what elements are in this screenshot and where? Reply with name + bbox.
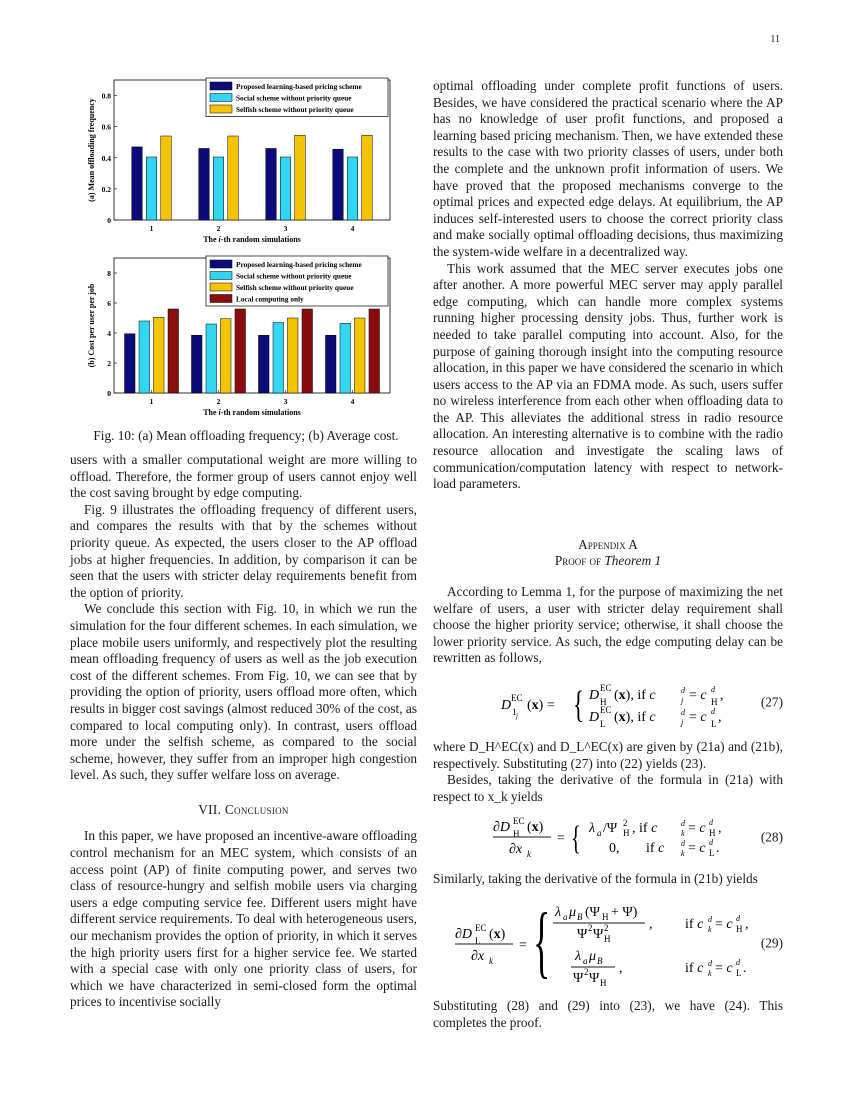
- svg-text:d: d: [681, 708, 685, 717]
- svg-text:EC: EC: [513, 816, 525, 827]
- y-tick-label: 0: [107, 389, 111, 398]
- svg-text:Ψ: Ψ: [593, 926, 604, 942]
- svg-text:EC: EC: [511, 693, 523, 703]
- x-tick-label: 2: [216, 224, 221, 233]
- x-tick-label: 1: [149, 224, 154, 233]
- svg-text:if c: if c: [685, 916, 704, 932]
- svg-text:2: 2: [584, 966, 589, 977]
- bar: [258, 335, 269, 393]
- svg-text:= c: = c: [688, 841, 706, 857]
- svg-text:λ: λ: [575, 948, 582, 964]
- equation-29: [433, 898, 783, 990]
- svg-text:1: 1: [512, 707, 517, 717]
- bar: [168, 309, 179, 393]
- y-tick-label: 0: [107, 216, 111, 225]
- svg-text:H: H: [709, 828, 716, 839]
- legend-entry: Proposed learning-based pricing scheme: [236, 82, 362, 91]
- bar: [287, 318, 298, 393]
- legend-swatch: [210, 295, 232, 303]
- section-number: VII.: [198, 801, 222, 817]
- svg-text:∂D: ∂D: [455, 926, 473, 942]
- svg-text:2: 2: [623, 818, 628, 829]
- paragraph: optimal offloading under complete profit functions of users. Besides, we have considered the practical scenario where the AP has no knowledge of user profit functions, and proposed a learning based pricing mechanism. Then, we have extended these results to the case with two priority classes of users, under both the complete and the unknown profit information of users. We have proved that the proposed mechanisms converge to the optimal prices and expected edge delays. At equilibrium, the AP induces self-interested users to choose the correct priority class and make socially optimal offloading decisions, thus maximizing the system-wide welfare in a decentralized way.: [433, 78, 783, 259]
- legend-entry: Selfish scheme without priority queue: [236, 105, 354, 114]
- svg-text:d: d: [709, 838, 713, 848]
- legend-entry: Proposed learning-based pricing scheme: [236, 260, 362, 269]
- svg-text:2: 2: [604, 922, 609, 933]
- y-tick-label: 6: [107, 299, 111, 308]
- bar: [273, 323, 284, 394]
- svg-text:.: .: [716, 841, 720, 857]
- svg-text:,: ,: [619, 960, 623, 976]
- svg-text:k: k: [489, 955, 493, 966]
- equation-28: [433, 813, 783, 863]
- bar: [347, 157, 358, 220]
- svg-text:+ Ψ): + Ψ): [611, 904, 638, 920]
- svg-text:Ψ: Ψ: [577, 926, 588, 942]
- svg-text:D: D: [589, 688, 600, 703]
- paragraph: Fig. 9 illustrates the offloading frequency of different users, and compares the results with that by the schemes without priority queue. As expected, the users closer to the AP offload jobs at higher frequencies. In addition, by comparison it can be seen that the users with stricter delay requirements benefit from the option of priority.: [70, 501, 417, 600]
- bar: [362, 135, 373, 220]
- svg-text:(x) =: (x) =: [527, 698, 555, 713]
- equation-27: [433, 675, 783, 731]
- legend-swatch: [210, 82, 232, 90]
- svg-text:λ: λ: [555, 904, 562, 920]
- svg-text:L: L: [709, 848, 715, 859]
- legend-swatch: [210, 94, 232, 102]
- chart-b-cost-per-user: [87, 256, 390, 417]
- svg-text:= c: = c: [688, 821, 706, 837]
- bar: [221, 319, 232, 393]
- svg-text:2: 2: [588, 922, 593, 933]
- svg-text:= c: = c: [715, 916, 733, 932]
- svg-text:(x): (x): [527, 820, 544, 836]
- svg-text:EC: EC: [600, 705, 612, 715]
- svg-text:Ψ: Ψ: [589, 970, 600, 986]
- page-number: 11: [770, 34, 780, 45]
- svg-text:a: a: [597, 828, 602, 839]
- bar: [192, 335, 203, 393]
- bar: [354, 318, 365, 393]
- bar: [206, 324, 217, 393]
- x-tick-label: 3: [283, 224, 288, 233]
- figure-10: [86, 74, 416, 424]
- svg-text:d: d: [711, 707, 715, 716]
- y-tick-label: 0.8: [101, 91, 111, 101]
- y-axis-label: (a) Mean offloading frequency: [87, 98, 96, 202]
- svg-text:μ: μ: [589, 948, 597, 964]
- paragraph: Substituting (28) and (29) into (23), we have (24). This completes the proof.: [433, 997, 783, 1030]
- legend-entry: Local computing only: [236, 294, 304, 304]
- svg-text:0,: 0,: [609, 841, 620, 857]
- y-tick-label: 0.4: [101, 153, 111, 163]
- svg-text:EC: EC: [475, 922, 487, 933]
- svg-text:d: d: [681, 686, 685, 695]
- left-column: [70, 452, 417, 1011]
- svg-text:d: d: [681, 839, 685, 849]
- y-tick-label: 8: [107, 269, 111, 278]
- svg-text:H: H: [604, 933, 611, 944]
- legend-swatch: [210, 272, 232, 280]
- svg-text:d: d: [736, 957, 740, 967]
- equation-number: (27): [760, 694, 783, 710]
- svg-text:B: B: [597, 955, 603, 966]
- svg-text:= c: = c: [689, 688, 707, 703]
- x-tick-label: 3: [283, 397, 288, 406]
- paragraph: where D_H^EC(x) and D_L^EC(x) are given by (21a) and (21b), respectively. Substituting (27) into (22) yields (23).: [433, 739, 783, 771]
- svg-text:H: H: [600, 977, 607, 988]
- y-tick-label: 0.6: [101, 122, 111, 132]
- equation-number: (28): [760, 830, 783, 846]
- svg-text:∂x: ∂x: [509, 842, 523, 858]
- svg-text:j: j: [681, 718, 684, 727]
- svg-text:,: ,: [718, 710, 722, 725]
- svg-text:,: ,: [745, 916, 749, 932]
- section-title: Conclusion: [224, 801, 289, 817]
- x-tick-label: 4: [350, 397, 355, 406]
- svg-text:k: k: [681, 849, 685, 859]
- svg-text:.: .: [743, 960, 747, 976]
- svg-text:,: ,: [720, 688, 724, 703]
- bar: [369, 309, 380, 393]
- svg-text:k: k: [527, 849, 531, 860]
- svg-text:H: H: [513, 829, 520, 840]
- svg-text:,: ,: [649, 916, 653, 932]
- legend-entry: Social scheme without priority queue: [236, 93, 352, 103]
- svg-text:d: d: [708, 958, 712, 968]
- paragraph: Similarly, taking the derivative of the formula in (21b) yields: [433, 871, 758, 887]
- paragraph: We conclude this section with Fig. 10, in which we run the simulation for the four different schemes. In each simulation, we place mobile users uniformly, and respectively plot the resulting mean offloading frequency of users as well as the job execution cost of the different schemes. From Fig. 10, we can see that by providing the option of priority, users offload more often, which results in bigger cost savings (almost reduced 30% of the cost, as compared to local computing only). In contrast, users offload more under the selfish scheme, as compared to the social scheme, however, they suffer from an improper high congestion level. As such, they suffer welfare loss on average.: [70, 601, 417, 783]
- svg-text:j: j: [681, 696, 684, 705]
- svg-text:H: H: [623, 828, 630, 839]
- chart-a-offloading-frequency: [87, 78, 390, 244]
- svg-text:if c: if c: [646, 841, 665, 857]
- x-tick-label: 2: [216, 397, 221, 406]
- bar: [333, 149, 344, 220]
- bar: [125, 334, 135, 393]
- svg-text:L: L: [711, 719, 717, 729]
- bar: [154, 317, 165, 393]
- y-axis-label: (b) Cost per user per job: [87, 283, 96, 368]
- bar: [228, 136, 239, 220]
- svg-text:D: D: [501, 698, 512, 713]
- bar: [146, 157, 157, 220]
- svg-text:,: ,: [718, 821, 722, 837]
- svg-text:= c: = c: [689, 710, 707, 725]
- legend-entry: Selfish scheme without priority queue: [236, 283, 354, 292]
- svg-text:d: d: [711, 685, 715, 694]
- svg-text:Ψ: Ψ: [573, 970, 584, 986]
- svg-text:H: H: [602, 911, 609, 922]
- svg-text:EC: EC: [600, 683, 612, 693]
- svg-text:a: a: [583, 955, 588, 966]
- x-axis-label: The i-th random simulations: [203, 408, 301, 417]
- appendix-subtitle: Proof of Theorem 1: [554, 553, 662, 569]
- svg-text:= c: = c: [715, 960, 733, 976]
- svg-text:H: H: [711, 697, 718, 707]
- svg-text:{: {: [571, 820, 581, 858]
- svg-text:(x), if c: (x), if c: [614, 710, 656, 725]
- bar: [139, 321, 150, 393]
- svg-text:D: D: [589, 710, 600, 725]
- svg-text:if c: if c: [685, 960, 704, 976]
- x-tick-label: 4: [350, 224, 355, 233]
- legend-swatch: [210, 105, 232, 113]
- paragraph: In this paper, we have proposed an incentive-aware offloading control mechanism for an MEC system, which consists of an access point (AP) of finite computing power, and serves two class of resource-hungry and selfish mobile users via charging users a edge computing service fee. Different users might have different service requirements. To deal with heterogeneous users, our mechanism provides the option of priority, in which it serves the high priority users first for a higher service fee. We started with a special case with only one priority class of users, for which we have characterized in semi-closed form the optimal prices to incentivise socially: [70, 828, 417, 1010]
- paragraph: Besides, taking the derivative of the formula in (21a) with respect to x_k yields: [433, 772, 783, 804]
- legend-swatch: [210, 283, 232, 291]
- bar: [340, 323, 351, 393]
- svg-text:=: =: [557, 831, 565, 847]
- paragraph: According to Lemma 1, for the purpose of maximizing the net welfare of users, a user with stricter delay requirement shall choose the higher priority service; otherwise, it shall choose the lower priority service. As such, the edge computing delay can be rewritten as follows,: [433, 584, 783, 666]
- svg-text:∂D: ∂D: [493, 820, 511, 836]
- y-tick-label: 2: [107, 359, 111, 368]
- svg-text:H: H: [600, 697, 607, 707]
- svg-text:, if c: , if c: [632, 821, 658, 837]
- bar: [132, 147, 143, 220]
- svg-text:(Ψ: (Ψ: [585, 904, 600, 920]
- svg-text:k: k: [708, 968, 712, 978]
- svg-text:μ: μ: [569, 904, 577, 920]
- svg-text:k: k: [708, 924, 712, 934]
- right-column: [433, 78, 783, 1031]
- svg-text:k: k: [681, 829, 685, 839]
- figure-caption: Fig. 10: (a) Mean offloading frequency; (b) Average cost.: [93, 428, 399, 443]
- svg-text:/Ψ: /Ψ: [603, 821, 618, 837]
- bar: [280, 157, 291, 220]
- section-heading: [70, 802, 417, 819]
- bar: [295, 135, 306, 220]
- svg-text:d: d: [709, 818, 713, 828]
- bar: [213, 157, 224, 220]
- legend-entry: Social scheme without priority queue: [236, 271, 352, 281]
- svg-text:d: d: [736, 913, 740, 923]
- bar: [325, 335, 336, 393]
- bar: [161, 136, 172, 220]
- y-tick-label: 0.2: [101, 184, 111, 194]
- svg-text:d: d: [708, 914, 712, 924]
- svg-text:j: j: [516, 712, 518, 720]
- svg-text:L: L: [475, 935, 481, 946]
- paragraph: This work assumed that the MEC server executes jobs one after another. A more powerful MEC server may apply parallel edge computing, which can handle more complex systems running higher processing density jobs. Thus, further work is needed to take parallel computing into account. Also, for the purpose of gaining thorough insight into the computing resource allocation, in this paper we have considered the scenario in which users access to the AP via an FDMA mode. As such, users suffer no wireless interference from each other when offloading data to the AP. This alleviates the additional stress in radio resource allocation. An interesting alternative is to combine with the radio resource allocation and investigate the scaling laws of communication/computation latency with respect to network-load parameters.: [433, 260, 783, 492]
- svg-text:L: L: [600, 719, 606, 729]
- bar: [302, 309, 313, 393]
- svg-text:λ: λ: [589, 821, 596, 837]
- svg-text:{: {: [573, 683, 584, 726]
- bar: [199, 148, 210, 220]
- x-axis-label: The i-th random simulations: [203, 235, 301, 244]
- svg-text:B: B: [577, 911, 583, 922]
- svg-text:(x): (x): [489, 926, 506, 942]
- svg-text:L: L: [736, 967, 742, 978]
- svg-text:∂x: ∂x: [471, 948, 485, 964]
- equation-number: (29): [760, 935, 783, 951]
- appendix-title: Appendix A: [578, 536, 638, 552]
- svg-text:(x), if c: (x), if c: [614, 688, 656, 703]
- legend-swatch: [210, 260, 232, 268]
- x-tick-label: 1: [149, 397, 154, 406]
- svg-text:{: {: [533, 898, 551, 987]
- bar: [235, 309, 246, 393]
- svg-text:d: d: [681, 819, 685, 829]
- paragraph: users with a smaller computational weight are more willing to offload. Therefore, the former group of users cannot enjoy well the cost saving brought by edge computing.: [70, 452, 417, 501]
- y-tick-label: 4: [107, 329, 111, 338]
- svg-text:a: a: [563, 911, 568, 922]
- bar: [266, 148, 277, 220]
- svg-text:=: =: [519, 937, 527, 953]
- svg-text:H: H: [736, 923, 743, 934]
